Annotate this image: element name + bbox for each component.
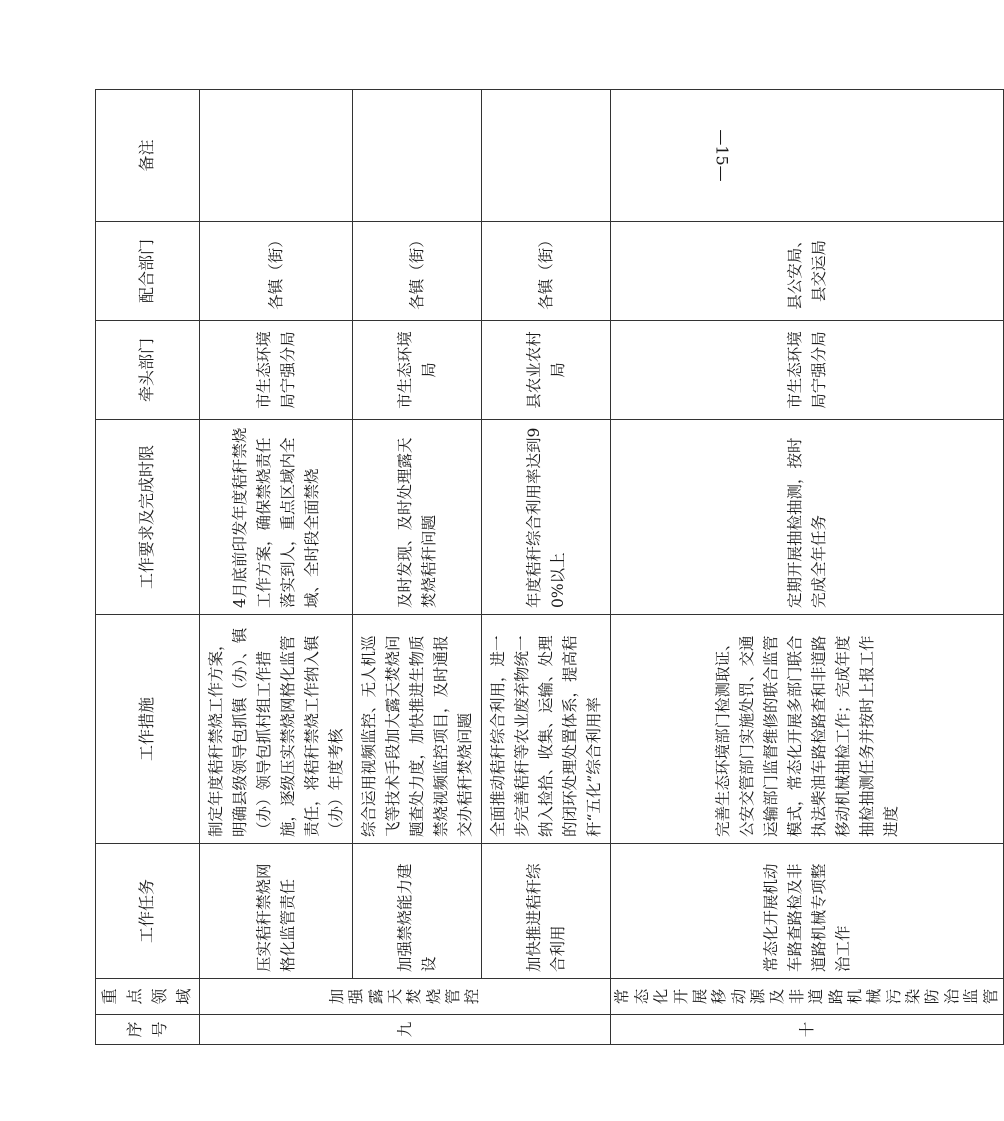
requirement-cell: 4月底前印发年度秸秆禁烧工作方案，确保禁烧责任落实到人，重点区域内全域、全时段全面禁烧	[200, 420, 353, 615]
remark-cell	[200, 90, 353, 222]
table-row	[353, 90, 482, 1045]
work-task-table	[95, 89, 1004, 1045]
requirement-cell: 定期开展抽检抽测，按时完成全年任务	[611, 420, 1004, 615]
lead-cell: 县农业农村局	[482, 321, 611, 420]
coop-cell: 各镇（街）	[353, 222, 482, 321]
measure-cell: 完善生态环境部门检测取证、公安交管部门实施处罚、交通运输部门监督维修的联合监管模式，常态化开展多部门联合执法柴油车路检路查和非道路移动机械抽检工作；完成年度抽检抽测任务并按时上报工作进度	[611, 615, 1004, 844]
table-header-row	[96, 90, 200, 1045]
remark-cell	[482, 90, 611, 222]
header-measure: 工作措施	[96, 615, 200, 844]
remark-cell	[353, 90, 482, 222]
header-area: 重点领域	[96, 979, 200, 1015]
coop-cell: 各镇（街）	[482, 222, 611, 321]
measure-cell: 综合运用视频监控、无人机巡飞等技术手段加大露天焚烧问题查处力度，加快推进生物质禁烧视频监控项目，及时通报交办秸秆焚烧问题	[353, 615, 482, 844]
task-cell: 加强禁烧能力建设	[353, 844, 482, 979]
header-requirement: 工作要求及完成时限	[96, 420, 200, 615]
area-cell: 常态化开展移动源及非道路机械污染防治监管	[611, 979, 1004, 1015]
header-remark: 备注	[96, 90, 200, 222]
coop-cell: 县公安局、县交运局	[611, 222, 1004, 321]
lead-cell: 市生态环境局宁强分局	[611, 321, 1004, 420]
task-cell: 加快推进秸秆综合利用	[482, 844, 611, 979]
coop-cell: 各镇（街）	[200, 222, 353, 321]
remark-cell	[611, 90, 1004, 222]
header-coop: 配合部门	[96, 222, 200, 321]
task-cell: 常态化开展机动车路查路检及非道路机械专项整治工作	[611, 844, 1004, 979]
seq-cell: 十	[611, 1015, 1004, 1045]
table-row	[200, 90, 353, 1045]
lead-cell: 市生态环境局	[353, 321, 482, 420]
task-cell: 压实秸秆禁烧网格化监管责任	[200, 844, 353, 979]
header-lead: 牵头部门	[96, 321, 200, 420]
header-task: 工作任务	[96, 844, 200, 979]
table-row	[482, 90, 611, 1045]
measure-cell: 制定年度秸秆禁烧工作方案，明确县级领导包抓镇（办）、镇（办）领导包抓村组工作措施，逐级压实禁烧网格化监管责任，将秸秆禁烧工作纳入镇（办）年度考核	[200, 615, 353, 844]
page-number: —15—	[712, 128, 732, 182]
header-seq: 序号	[96, 1015, 200, 1045]
measure-cell: 全面推动秸秆综合利用，进一步完善秸秆等农业废弃物统一纳入捡拾、收集、运输、处理的闭环处理处置体系，提高秸秆“五化”综合利用率	[482, 615, 611, 844]
seq-cell: 九	[200, 1015, 611, 1045]
lead-cell: 市生态环境局宁强分局	[200, 321, 353, 420]
requirement-cell: 及时发现、及时处理露天焚烧秸秆问题	[353, 420, 482, 615]
table-row	[611, 90, 1004, 1045]
requirement-cell: 年度秸秆综合利用率达到90%以上	[482, 420, 611, 615]
area-cell: 加强露天焚烧管控	[200, 979, 611, 1015]
